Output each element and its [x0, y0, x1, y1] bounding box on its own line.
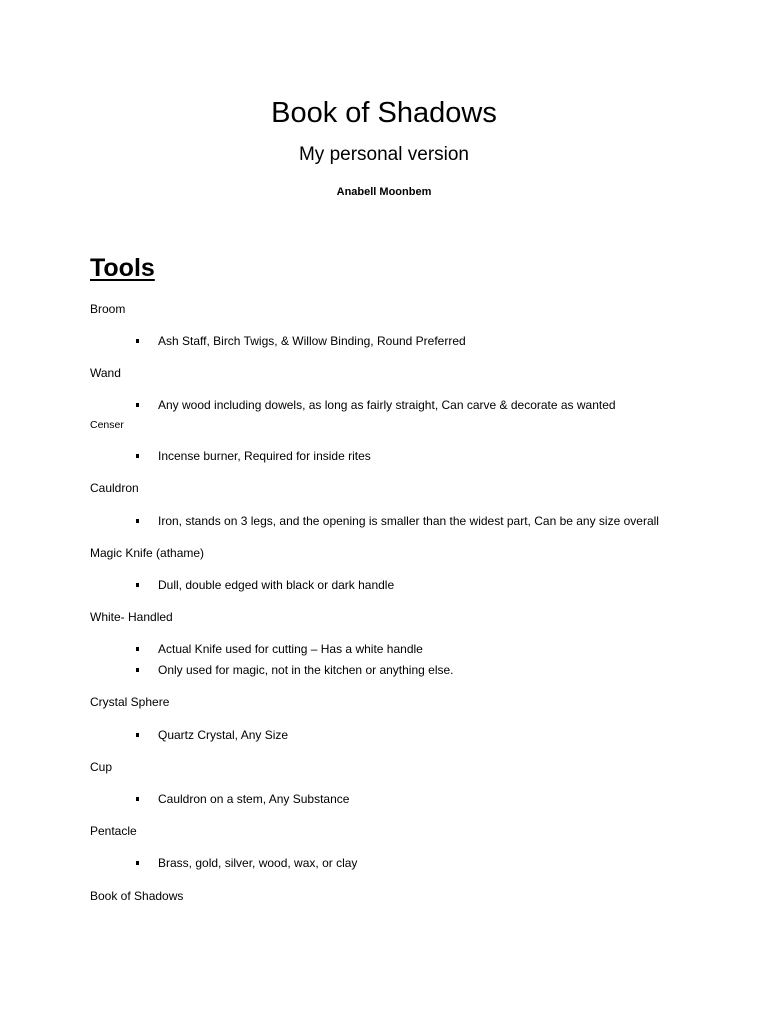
- document-author: Anabell Moonbem: [336, 186, 432, 198]
- tool-label-pentacle: Pentacle: [90, 824, 137, 838]
- bullet-icon: [136, 339, 139, 343]
- tool-label-book-of-shadows: Book of Shadows: [90, 889, 184, 903]
- tool-label-wand: Wand: [90, 366, 121, 380]
- section-heading-tools: Tools: [90, 254, 155, 282]
- bullet-icon: [136, 668, 139, 672]
- bullet-icon: [136, 797, 139, 801]
- document-title: Book of Shadows: [271, 97, 497, 129]
- tool-label-broom: Broom: [90, 302, 126, 316]
- tool-label-cup: Cup: [90, 760, 113, 774]
- bullet-icon: [136, 519, 139, 523]
- document-subtitle: My personal version: [298, 144, 470, 165]
- bullet-icon: [136, 861, 139, 865]
- bullet-icon: [136, 583, 139, 587]
- bullet-icon: [136, 647, 139, 651]
- tool-label-white-handled: White- Handled: [90, 610, 173, 624]
- tool-label-crystal-sphere: Crystal Sphere: [90, 695, 170, 709]
- bullet-icon: [136, 454, 139, 458]
- bullet-icon: [136, 733, 139, 737]
- tool-label-cauldron: Cauldron: [90, 481, 139, 495]
- bullet-icon: [136, 403, 139, 407]
- tool-label-censer: Censer: [90, 419, 124, 431]
- tool-label-magic-knife: Magic Knife (athame): [90, 546, 205, 560]
